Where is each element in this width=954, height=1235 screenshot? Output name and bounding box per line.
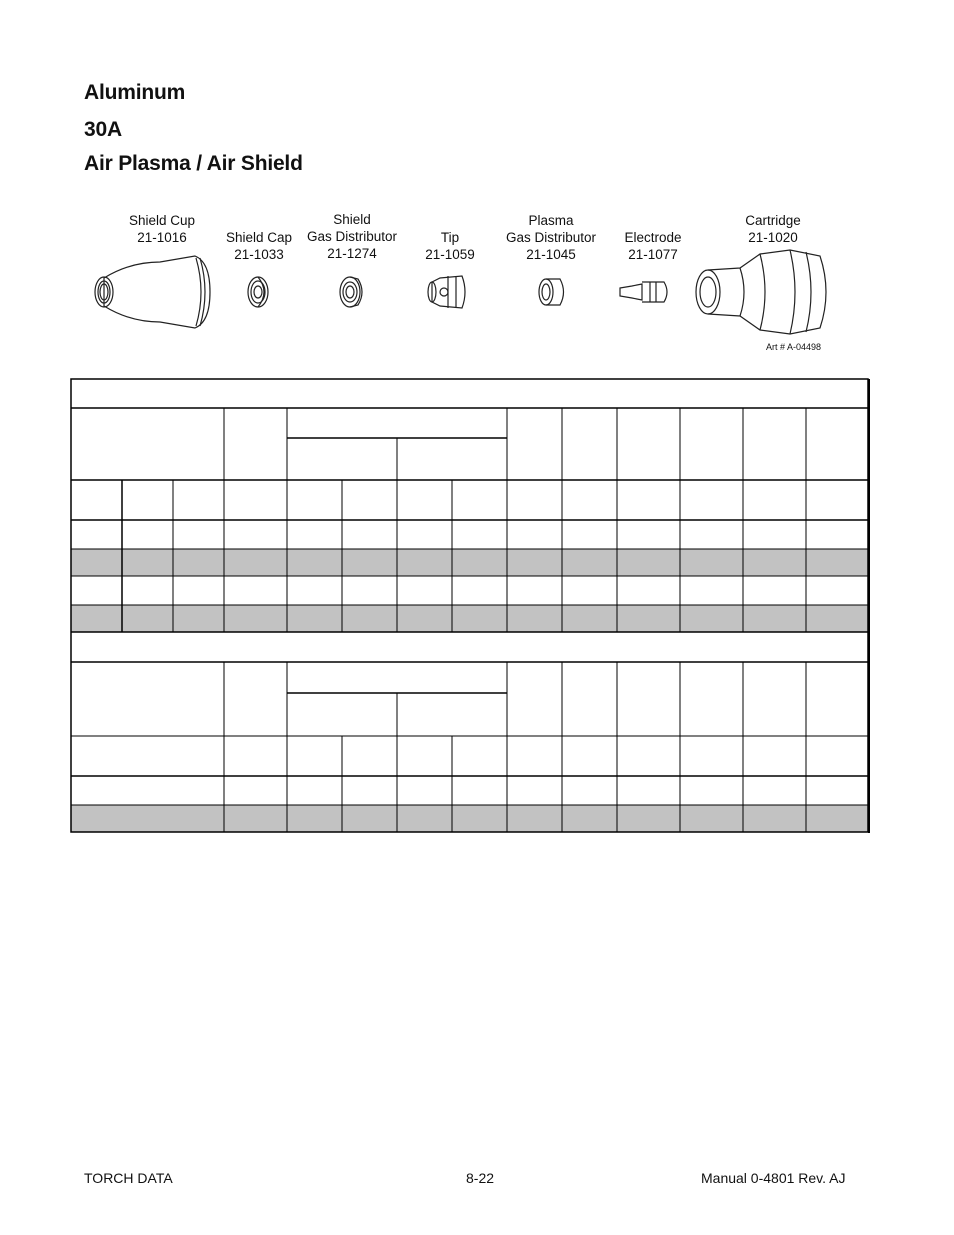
footer-section-title: TORCH DATA (84, 1170, 173, 1186)
part-label-electrode: Electrode 21-1077 (624, 230, 682, 262)
part-label-shield-cup: Shield Cup 21-1016 (128, 213, 196, 245)
part-label-cartridge: Cartridge 21-1020 (745, 213, 801, 245)
part-label-shield-cap: Shield Cap 21-1033 (225, 230, 293, 262)
footer-page-number: 8-22 (466, 1170, 495, 1186)
amperage-heading: 30A (84, 118, 122, 141)
part-label-shield-gas-distributor: Shield Gas Distributor 21-1274 (306, 212, 398, 261)
part-label-plasma-gas-distributor: Plasma Gas Distributor 21-1045 (505, 213, 597, 262)
gas-heading: Air Plasma / Air Shield (84, 152, 303, 175)
art-number: Art # A-04498 (766, 342, 822, 352)
part-label-tip: Tip 21-1059 (425, 230, 475, 262)
table-row-shaded (71, 549, 868, 576)
footer-manual-revision: Manual 0-4801 Rev. AJ (701, 1170, 846, 1186)
material-heading: Aluminum (84, 81, 186, 104)
table-row-shaded (71, 805, 868, 832)
table-row-shaded (71, 605, 868, 632)
